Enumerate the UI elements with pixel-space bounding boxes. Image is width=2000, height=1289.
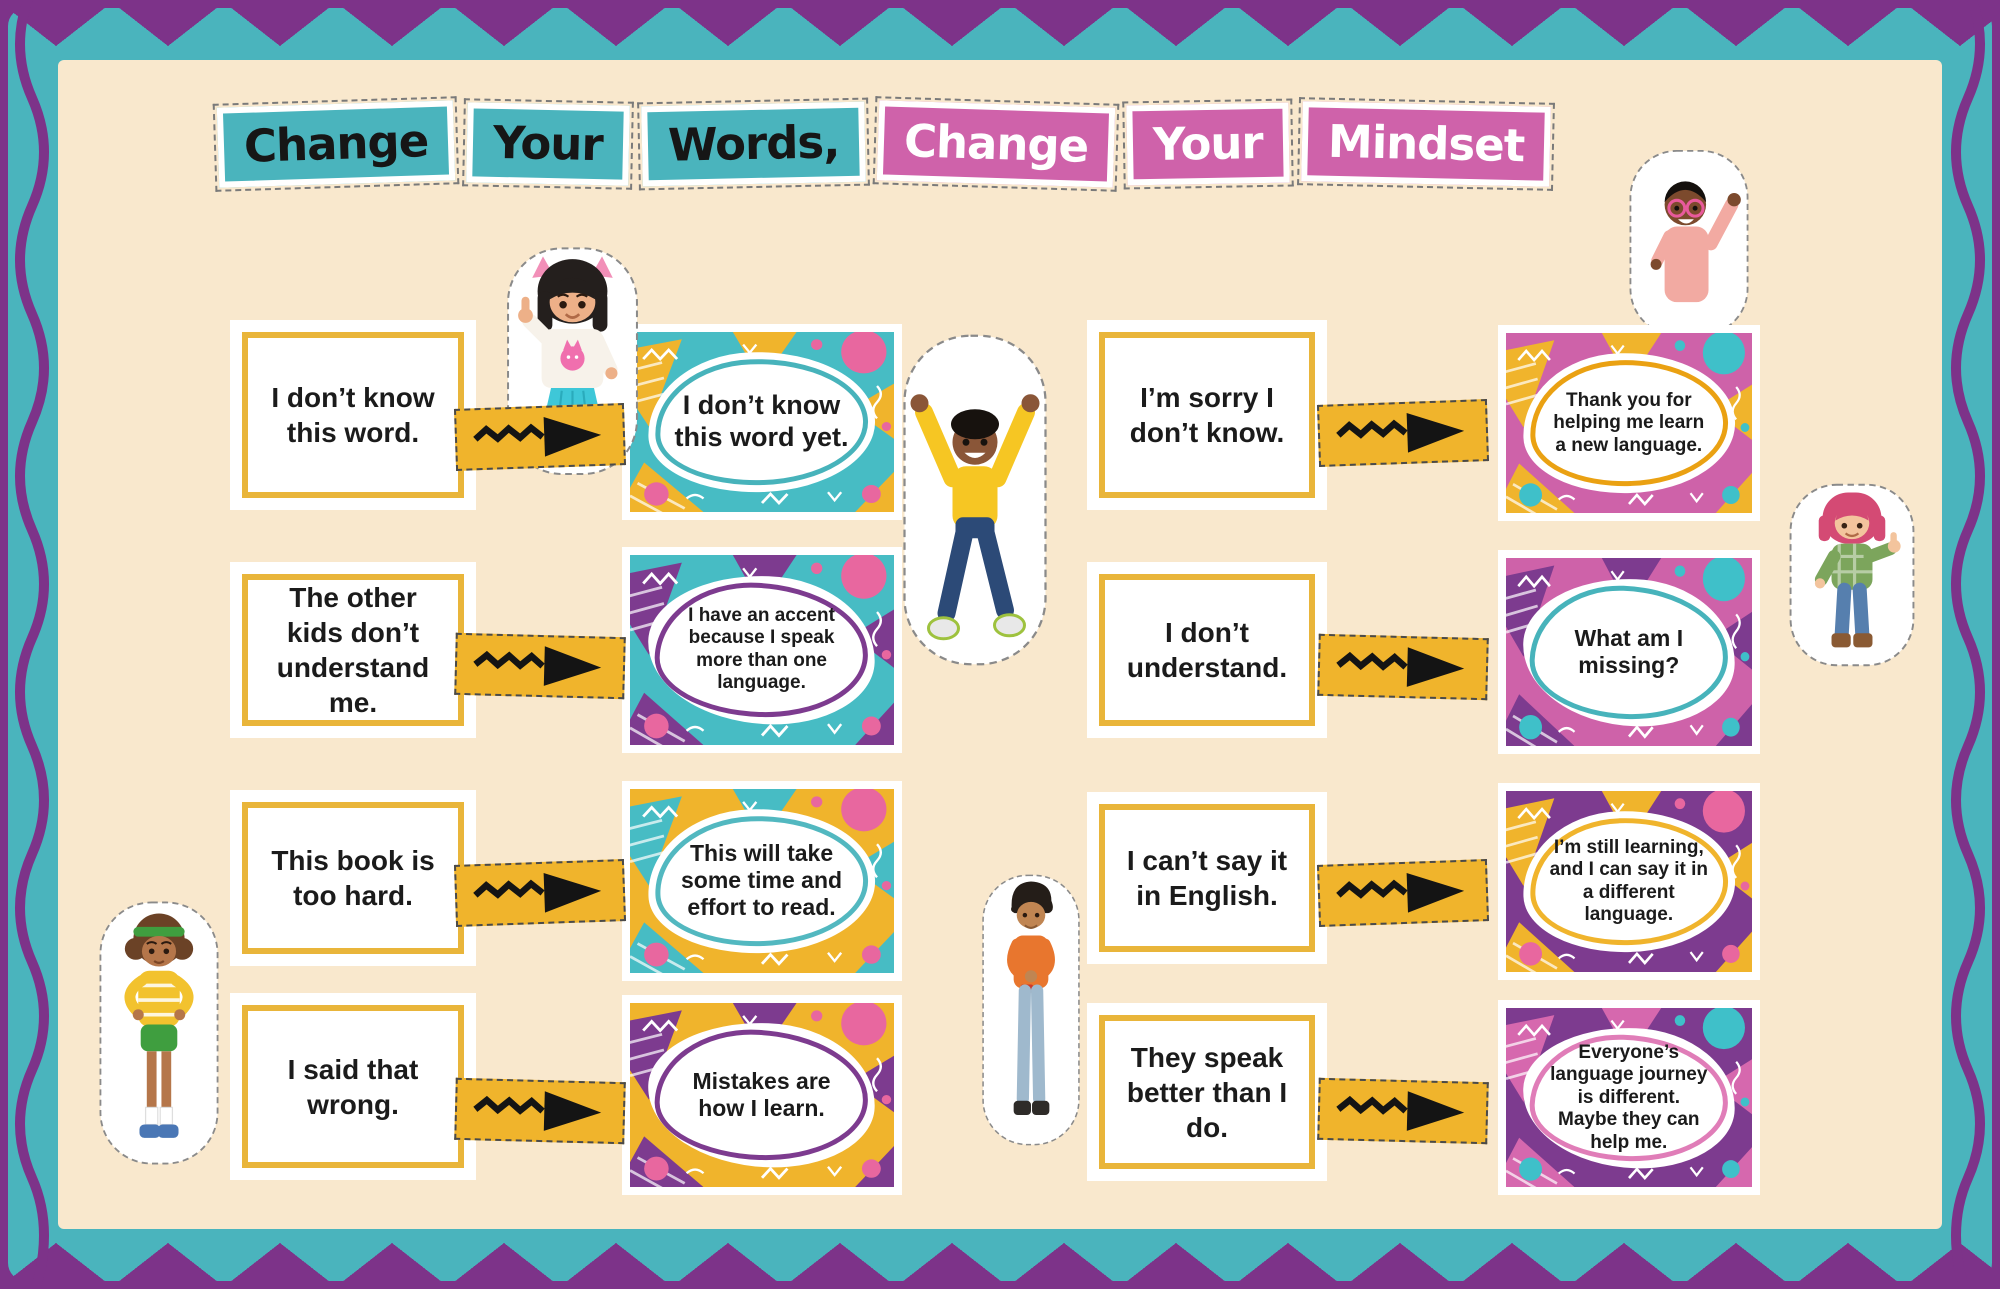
positive-card-2 (622, 547, 902, 753)
zigzag-border-top (0, 0, 2000, 46)
wavy-border-left (2, 0, 62, 1289)
negative-statement-2: The other kids don’t understand me. (276, 582, 430, 718)
wavy-border-right (1938, 0, 1998, 1289)
poster-title (218, 104, 1550, 184)
positive-statement-2: I have an accent because I speak more than one language. (688, 605, 836, 694)
arrow-sticker-1 (454, 403, 626, 471)
arrow-sticker-3 (454, 859, 626, 927)
speech-bubble (1521, 1024, 1737, 1171)
kid-with-green-headband-sticker (98, 900, 220, 1166)
positive-card-7 (1498, 783, 1760, 980)
gold-frame (1099, 1015, 1315, 1169)
negative-statement-5: I’m sorry I don’t know. (1129, 382, 1285, 448)
negative-card-8 (1087, 1003, 1327, 1181)
title-word-change-1: Change (217, 100, 456, 187)
positive-card-5 (1498, 325, 1760, 521)
arrow-sticker-2 (454, 633, 626, 699)
title-word-your-2: Your (1127, 103, 1290, 185)
zigzag-arrow-icon (1326, 405, 1480, 460)
title-word-words: Words, (641, 102, 866, 186)
negative-statement-6: I don’t understand. (1126, 617, 1288, 683)
zigzag-arrow-icon (1326, 640, 1479, 694)
positive-card-3 (622, 781, 902, 981)
negative-card-1 (230, 320, 476, 510)
arrow-sticker-7 (1317, 859, 1489, 927)
negative-statement-4: I said that wrong. (287, 1053, 419, 1120)
arrow-sticker-5 (1317, 399, 1489, 467)
positive-card-8 (1498, 1000, 1760, 1195)
arrow-sticker-8 (1317, 1078, 1489, 1144)
positive-statement-5: Thank you for helping me learn a new language. (1553, 389, 1705, 456)
gold-frame (1099, 574, 1315, 726)
positive-statement-7: I’m still learning, and I can say it in a different language. (1549, 836, 1709, 925)
gold-frame (242, 574, 464, 726)
positive-statement-1: I don’t know this word yet. (674, 390, 850, 452)
zigzag-arrow-icon (1326, 1084, 1479, 1138)
boy-in-orange-shirt-illustration (980, 872, 1082, 1148)
gold-frame (1099, 804, 1315, 952)
arrow-sticker-4 (454, 1078, 626, 1144)
negative-card-7 (1087, 792, 1327, 964)
gold-frame (242, 1005, 464, 1168)
negative-card-5 (1087, 320, 1327, 510)
negative-card-2 (230, 562, 476, 738)
kid-with-green-headband-illustration (98, 900, 220, 1166)
jumping-boy-sticker (900, 330, 1050, 670)
zigzag-arrow-icon (463, 865, 617, 920)
zigzag-border-bottom (0, 1243, 2000, 1289)
negative-statement-7: I can’t say it in English. (1126, 845, 1288, 911)
negative-card-4 (230, 993, 476, 1180)
girl-with-pink-hair-illustration (1788, 482, 1916, 668)
zigzag-arrow-icon (463, 639, 616, 693)
gold-frame (242, 802, 464, 954)
girl-with-pink-hair-sticker (1788, 482, 1916, 668)
positive-statement-8: Everyone’s language journey is different. Maybe they can help me. (1550, 1041, 1708, 1153)
gold-frame (242, 332, 464, 498)
positive-card-4 (622, 995, 902, 1195)
zigzag-arrow-icon (1326, 865, 1480, 920)
gold-frame (1099, 332, 1315, 498)
positive-statement-3: This will take some time and effort to read. (681, 840, 843, 921)
negative-statement-8: They speak better than I do. (1126, 1041, 1288, 1143)
positive-card-1 (622, 324, 902, 520)
zigzag-arrow-icon (463, 409, 617, 464)
positive-card-6 (1498, 550, 1760, 754)
negative-card-3 (230, 790, 476, 966)
negative-statement-1: I don’t know this word. (271, 382, 435, 448)
positive-statement-6: What am I missing? (1574, 624, 1684, 678)
arrow-sticker-6 (1317, 634, 1489, 700)
title-word-change-2: Change (877, 100, 1116, 187)
positive-statement-4: Mistakes are how I learn. (692, 1067, 832, 1121)
negative-card-6 (1087, 562, 1327, 738)
zigzag-arrow-icon (463, 1084, 616, 1138)
boy-in-orange-shirt-sticker (980, 872, 1082, 1148)
boy-with-glasses-sticker (1628, 148, 1750, 338)
title-word-your-1: Your (466, 102, 629, 185)
title-word-mindset: Mindset (1301, 101, 1551, 186)
boy-with-glasses-illustration (1628, 148, 1750, 338)
negative-statement-3: This book is too hard. (271, 845, 435, 911)
jumping-boy-illustration (900, 330, 1050, 670)
